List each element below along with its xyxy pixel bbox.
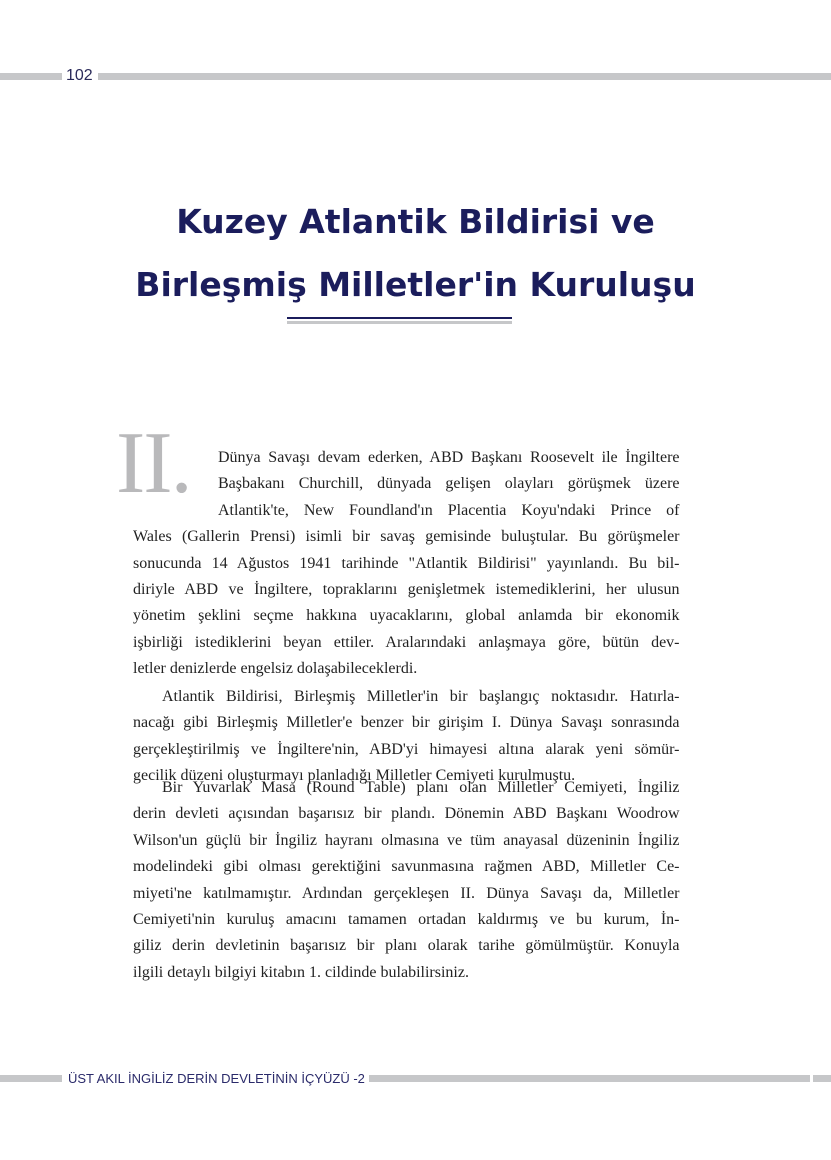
text-line-content: Atlantik Bildirisi, Birleşmiş Milletler'in bir başlangıç noktasıdır. Hatırla- [162,688,680,705]
page-header [0,66,831,86]
text-line-content: ilgili detaylı bilgiyi kitabın 1. cildinde bulabilirsiniz. [133,963,469,981]
text-line [133,712,680,734]
text-line [133,579,680,601]
text-line [133,909,680,931]
text-line-content: Wilson'un güçlü bir İngiliz hayranı olmasına ve tüm anayasal düzeninin İngiliz [133,831,680,849]
drop-cap: II. [116,415,191,512]
text-line-content: diriyle ABD ve İngiltere, topraklarını genişletmek istemediklerini, her ulusun [133,581,680,598]
text-line-content: derin devleti açısından başarısız bir plandı. Dönemin ABD Başkanı Woodrow [133,805,680,823]
text-line [133,856,680,878]
chapter-title-line-1: Kuzey Atlantik Bildirisi ve [176,202,655,241]
text-line-content: Bir Yuvarlak Masa (Round Table) planı olan Milletler Cemiyeti, İngiliz [162,779,680,796]
text-line [133,803,680,825]
footer-bar-end [813,1075,831,1082]
text-line-content: letler denizlerde engelsiz dolaşabileceklerdi. [133,660,418,678]
text-line [133,632,680,654]
text-line-content: Wales (Gallerin Prensi) isimli bir savaş gemisinde buluştular. Bu görüşmeler [133,528,680,546]
text-line-content: Atlantik'te, New Foundland'ın Placentia Koyu'ndaki Prince of [218,501,680,519]
text-line-content: gecilik düzeni oluşturmayı planladığı Milletler Cemiyeti kurulmuştu. [133,767,576,785]
text-line [133,658,680,680]
text-line [133,935,680,957]
footer-bar-right [369,1075,810,1082]
title-underline-gray [287,321,512,324]
text-line-content: sonucunda 14 Ağustos 1941 tarihinde "Atlantik Bildirisi" yayınlandı. Bu bil- [133,554,680,572]
text-line [133,553,680,575]
text-line [218,500,680,522]
text-line [133,739,680,761]
title-underline [287,317,512,319]
text-line-content: Dünya Savaşı devam ederken, ABD Başkanı Roosevelt ile İngiltere [218,449,680,466]
text-line-content: işbirliği istediklerini beyan ettiler. Aralarındaki anlaşmaya göre, bütün dev- [133,633,680,651]
page-footer [0,1068,831,1088]
text-line [162,686,680,708]
footer-bar-left [0,1075,62,1082]
text-line [133,526,680,548]
text-line [133,962,680,984]
chapter-title-line-2: Birleşmiş Milletler'in Kuruluşu [135,265,696,304]
text-line-content: miyeti'ne katılmamıştır. Ardından gerçekleşen II. Dünya Savaşı da, Milletler [133,884,680,902]
text-line-content: giliz derin devletinin başarısız bir planı olarak tarihe gömülmüştür. Konuyla [133,937,680,955]
text-line [162,777,680,799]
text-line-content: gerçekleştirilmiş ve İngiltere'nin, ABD'yi himayesi altına alarak yeni sömür- [133,740,680,758]
text-line-content: nacağı gibi Birleşmiş Milletler'e benzer bir girişim I. Dünya Savaşı sonrasında [133,714,680,732]
text-line [133,883,680,905]
text-line [218,473,680,495]
text-line-content: Cemiyeti'nin kuruluş amacını tamamen ortadan kaldırmış ve bu kurum, İn- [133,911,680,928]
text-line [133,605,680,627]
text-line [133,830,680,852]
text-line-content: Başbakanı Churchill, dünyada gelişen olayları görüşmek üzere [218,475,680,493]
text-line [218,447,680,469]
text-line-content: modelindeki gibi olması gerektiğini savunmasına rağmen ABD, Milletler Ce- [133,858,680,876]
header-bar-left [0,73,62,80]
text-line-content: yönetim şeklini seçme hakkına uyacaklarını, global anlamda bir ekonomik [133,607,680,625]
page-number: 102 [66,67,93,84]
header-bar-right [98,73,831,80]
footer-book-title: ÜST AKIL İNGİLİZ DERİN DEVLETİNİN İÇYÜZÜ -2 [68,1070,365,1086]
